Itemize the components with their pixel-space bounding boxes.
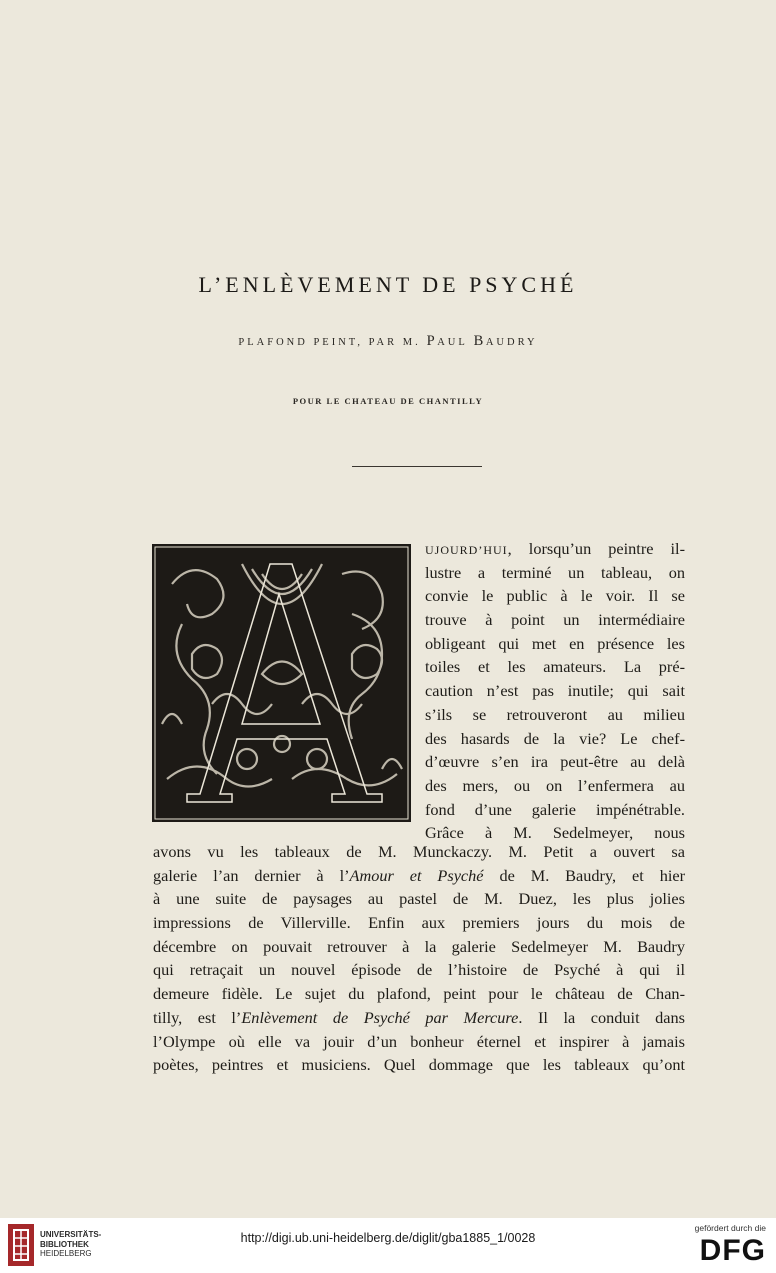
text-line: à une suite de paysages au pastel de M. Duez, les plus jolies	[153, 889, 685, 909]
subtitle-initial-p: P	[426, 333, 438, 349]
text-line: caution n’est pas inutile; qui sait	[425, 681, 685, 701]
subtitle-name-last: AUDRY	[485, 337, 538, 348]
text-line: avons vu les tableaux de M. Munckaczy. M. Petit a ouvert sa	[153, 842, 685, 861]
text-line: UJOURD’HUI, lorsqu’un peintre il-	[425, 539, 685, 558]
text-line: impressions de Villerville. Enfin aux premiers jours du mois de	[153, 913, 685, 933]
text-line: fond d’une galerie impénétrable.	[425, 799, 685, 819]
subtitle-name-first: AUL	[437, 337, 468, 348]
first-word-smallcaps: UJOURD’HUI	[425, 543, 508, 557]
ornamental-dropcap	[152, 544, 411, 822]
text-line: des mers, ou on l’enfermera au	[425, 775, 685, 795]
subtitle-prefix: PLAFOND PEINT, PAR M.	[238, 337, 421, 348]
show-through-text	[150, 140, 710, 164]
text-line: d’œuvre s’en ira peut-être au delà	[425, 752, 685, 772]
paragraph-full-width	[153, 840, 685, 1077]
library-name: UNIVERSITÄTS- BIBLIOTHEK HEIDELBERG	[40, 1230, 102, 1258]
article-subsubtitle: POUR LE CHATEAU DE CHANTILLY	[292, 396, 484, 406]
article-subtitle	[0, 333, 776, 350]
text-line: qui retraçait un nouvel épisode de l’histoire de Psyché à qui il	[153, 960, 685, 980]
permalink-url[interactable]: http://digi.ub.uni-heidelberg.de/diglit/gba1885_1/0028	[240, 1231, 536, 1245]
text-line: demeure fidèle. Le sujet du plafond, peint pour le château de Chan-	[153, 984, 685, 1004]
paragraph-beside-dropcap	[425, 537, 685, 845]
separator-rule	[352, 466, 482, 467]
subtitle-initial-b: B	[473, 333, 486, 349]
italic-title: Amour et Psyché	[349, 865, 484, 885]
text-line: décembre on pouvait retrouver à la galerie Sedelmeyer M. Baudry	[153, 936, 685, 956]
text-line: des hasards de la vie? Le chef-	[425, 728, 685, 748]
dfg-logo: DFG	[699, 1234, 766, 1267]
italic-title: Enlèvement de Psyché par Mercure	[241, 1007, 519, 1027]
text-line: convie le public à le voir. Il se	[425, 586, 685, 606]
article-title: L’ENLÈVEMENT DE PSYCHÉ	[198, 272, 578, 297]
text-line: toiles et les amateurs. La pré-	[425, 657, 685, 677]
text-line: obligeant qui met en présence les	[425, 633, 685, 653]
text-line: s’ils se retrouveront au milieu	[425, 704, 685, 724]
footer-bar	[0, 1218, 776, 1273]
text-line: lustre a terminé un tableau, on	[425, 562, 685, 582]
text-line: Grâce à M. Sedelmeyer, nous	[425, 823, 685, 843]
text-line: trouve à point un intermédiaire	[425, 610, 685, 630]
text-line: l’Olympe où elle va jouir d’un bonheur éternel et inspirer à jamais	[153, 1031, 685, 1051]
text-line: galerie l’an dernier à l’Amour et Psyché de M. Baudry, et hier	[153, 865, 686, 885]
text-line: tilly, est l’Enlèvement de Psyché par Mercure. Il la conduit dans	[153, 1007, 685, 1027]
text-line: poètes, peintres et musiciens. Quel dommage que les tableaux qu’ont	[153, 1055, 685, 1075]
funding-caption: gefördert durch die	[694, 1223, 766, 1233]
